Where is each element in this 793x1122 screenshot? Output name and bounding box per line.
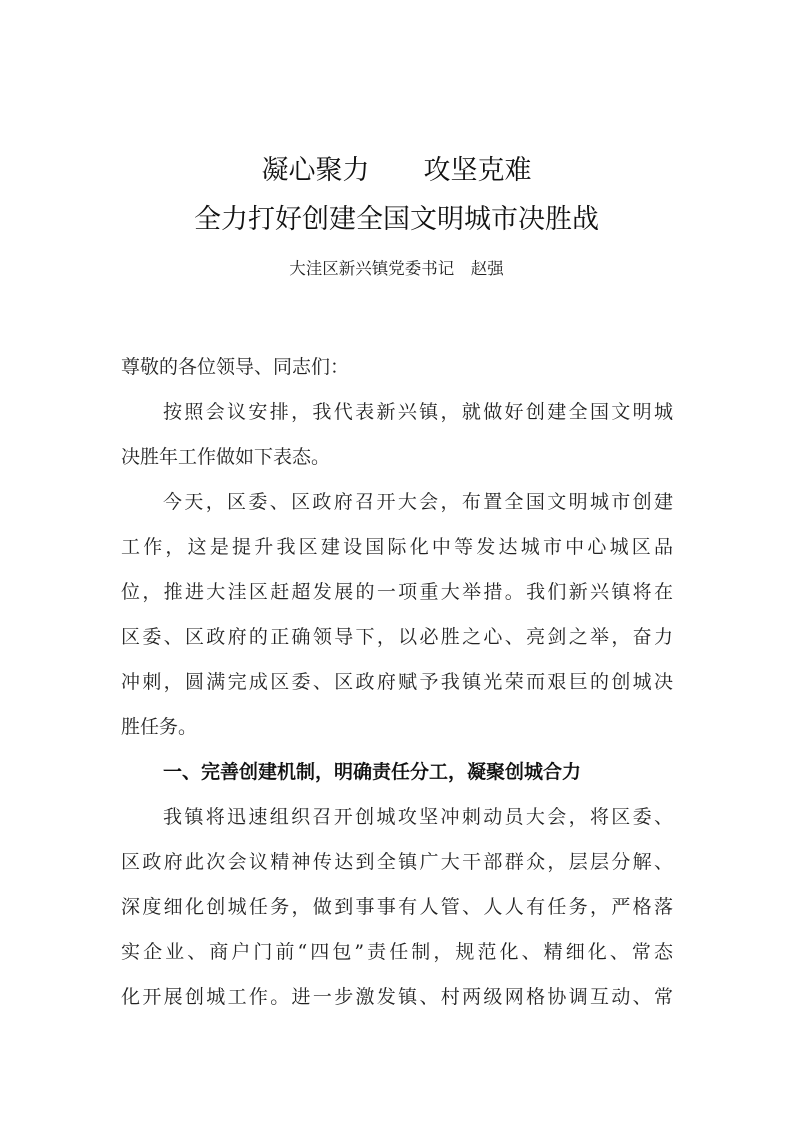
document-body <box>121 345 673 1020</box>
document-title-line-2: 全力打好创建全国文明城市决胜战 <box>194 204 599 235</box>
paragraph-3-line: 区政府此次会议精神传达到全镇广大干部群众，层层分解、 <box>121 851 673 873</box>
paragraph-3-line: 化开展创城工作。进一步激发镇、村两级网格协调互动、常 <box>121 986 673 1008</box>
paragraph-1-line: 按照会议安排，我代表新兴镇，就做好创建全国文明城 <box>163 401 673 423</box>
paragraph-3-line: 我镇将迅速组织召开创城攻坚冲刺动员大会，将区委、 <box>163 806 673 828</box>
document-byline: 大洼区新兴镇党委书记 赵强 <box>289 259 504 278</box>
paragraph-2-line: 今天，区委、区政府召开大会，布置全国文明城市创建 <box>163 491 673 513</box>
paragraph-2-line: 工作，这是提升我区建设国际化中等发达城市中心城区品 <box>121 536 673 558</box>
paragraph-2-line: 胜任务。 <box>121 716 198 738</box>
document-title-line-1: 凝心聚力 攻坚克难 <box>261 155 532 186</box>
paragraph-2-line: 位，推进大洼区赶超发展的一项重大举措。我们新兴镇将在 <box>121 581 673 603</box>
paragraph-3-line: 实企业、商户门前“四包”责任制，规范化、精细化、常态 <box>121 941 673 963</box>
paragraph-2-line: 冲刺，圆满完成区委、区政府赋予我镇光荣而艰巨的创城决 <box>121 671 673 693</box>
salutation: 尊敬的各位领导、同志们： <box>121 356 350 378</box>
section-heading-1: 一、完善创建机制，明确责任分工，凝聚创城合力 <box>163 761 582 783</box>
paragraph-2-line: 区委、区政府的正确领导下，以必胜之心、亮剑之举，奋力 <box>121 626 673 648</box>
paragraph-3-line: 深度细化创城任务，做到事事有人管、人人有任务，严格落 <box>121 896 673 918</box>
paragraph-1-line: 决胜年工作做如下表态。 <box>121 446 331 468</box>
